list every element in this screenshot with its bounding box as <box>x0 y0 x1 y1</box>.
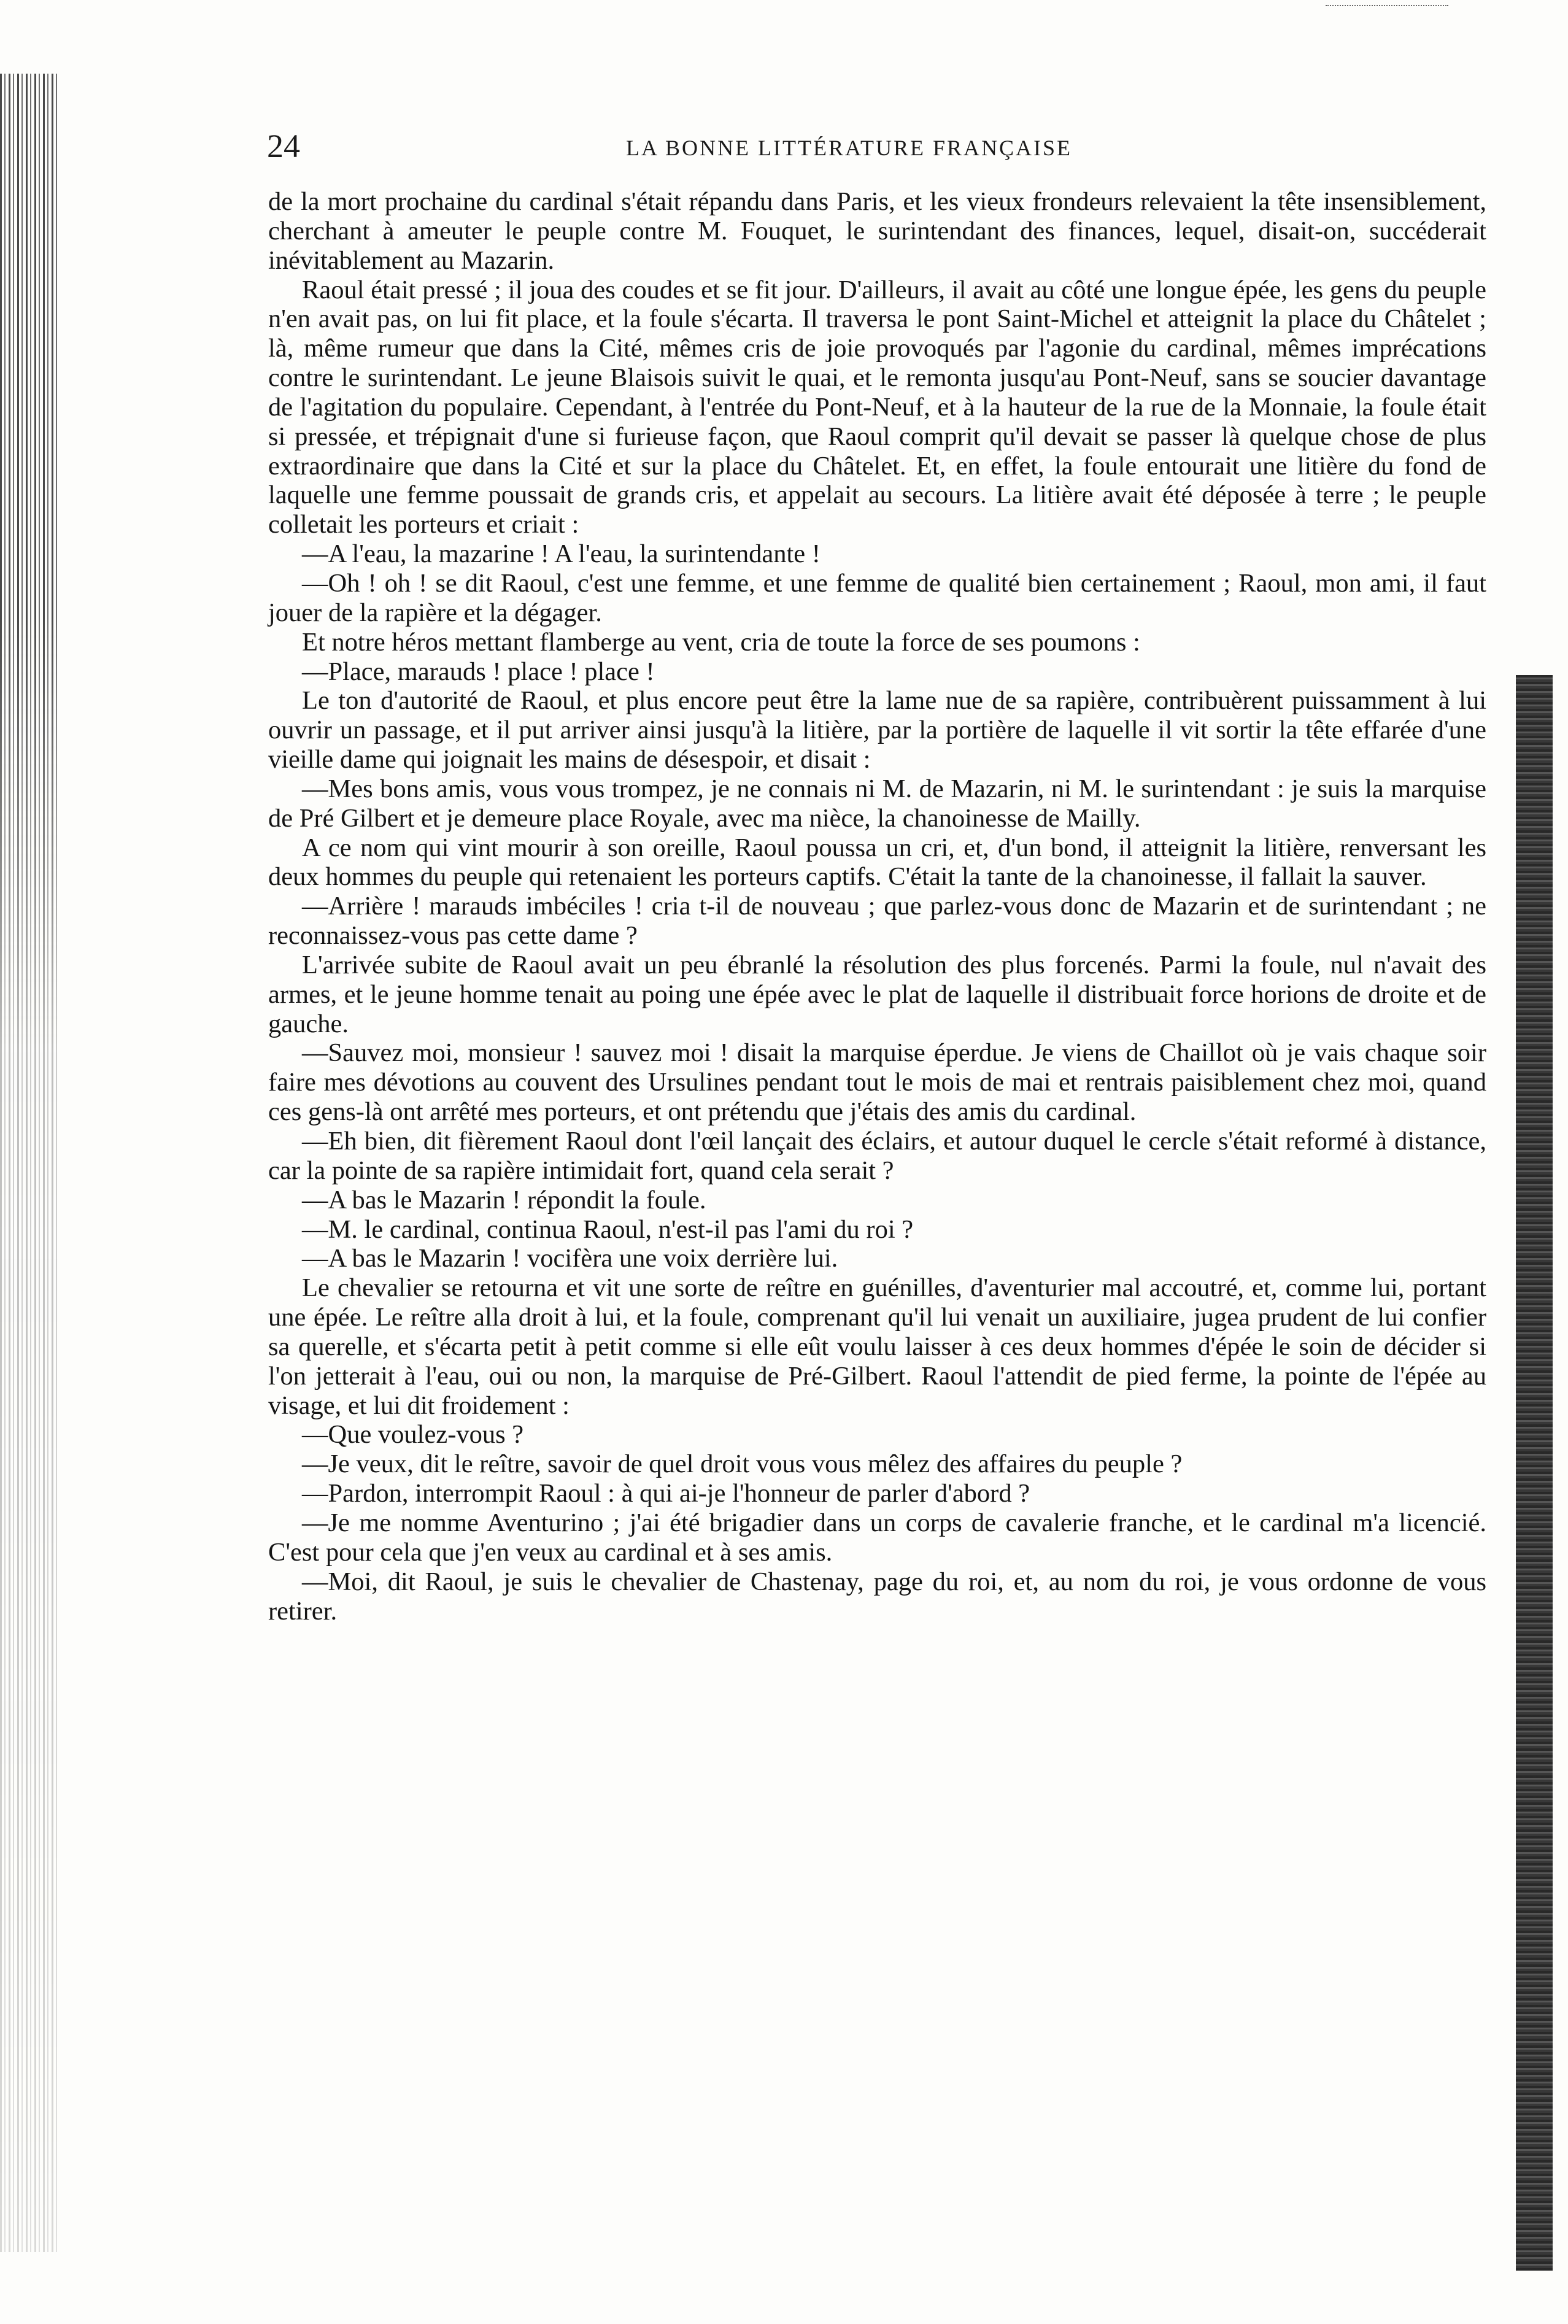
running-title: LA BONNE LITTÉRATURE FRANÇAISE <box>626 136 1072 160</box>
paragraph: —Moi, dit Raoul, je suis le chevalier de Chastenay, page du roi, et, au nom du roi, je vous ordonne de vous retirer. <box>268 1567 1486 1626</box>
paragraph: —Oh ! oh ! se dit Raoul, c'est une femme, et une femme de qualité bien certainement ; Raoul, mon ami, il faut jouer de la rapière et la dégager. <box>268 568 1486 627</box>
paragraph: A ce nom qui vint mourir à son oreille, Raoul poussa un cri, et, d'un bond, il atteignit la litière, renversant les deux hommes du peuple qui retenaient les porteurs captifs. C'était la tante de la chanoinesse, il fallait la sauver. <box>268 833 1486 892</box>
paragraph: de la mort prochaine du cardinal s'était répandu dans Paris, et les vieux frondeurs relevaient la tête insensiblement, cherchant à ameuter le peuple contre M. Fouquet, le surintendant des finances, lequel, disait-on, succéderait inévitablement au Mazarin. <box>268 187 1486 275</box>
scan-specks <box>1326 5 1448 9</box>
paragraph: —Mes bons amis, vous vous trompez, je ne connais ni M. de Mazarin, ni M. le surintendant : je suis la marquise de Pré Gilbert et je demeure place Royale, avec ma nièce, la chanoinesse de Mailly. <box>268 774 1486 833</box>
page-edge-shadow <box>1516 675 1553 2271</box>
paragraph: —Pardon, interrompit Raoul : à qui ai-je l'honneur de parler d'abord ? <box>302 1479 1030 1508</box>
paragraph: —A bas le Mazarin ! répondit la foule. <box>302 1185 706 1214</box>
paragraph: Le chevalier se retourna et vit une sorte de reître en guénilles, d'aventurier mal accoutré, et, comme lui, portant une épée. Le reître alla droit à lui, et la foule, comprenant qu'il lui venait un auxiliaire, jugea prudent de lui confier sa querelle, et s'écarta petit à petit comme si elle eût voulu laisser à ces deux hommes d'épée le soin de décider si l'on jetterait à l'eau, oui ou non, la marquise de Pré-Gilbert. Raoul l'attendit de pied ferme, la pointe de l'épée au visage, et lui dit froidement : <box>268 1273 1486 1420</box>
paragraph: —A bas le Mazarin ! vocifèra une voix derrière lui. <box>302 1244 838 1273</box>
paragraph: —Que voulez-vous ? <box>302 1420 524 1450</box>
paragraph: —Arrière ! marauds imbéciles ! cria t-il de nouveau ; que parlez-vous donc de Mazarin et de surintendant ; ne reconnaissez-vous pas cette dame ? <box>268 892 1486 951</box>
paragraph: —M. le cardinal, continua Raoul, n'est-il pas l'ami du roi ? <box>302 1214 914 1244</box>
paragraph: —Je veux, dit le reître, savoir de quel droit vous vous mêlez des affaires du peuple ? <box>302 1450 1183 1479</box>
body-text <box>268 187 1486 1626</box>
paragraph: —Eh bien, dit fièrement Raoul dont l'œil lançait des éclairs, et autour duquel le cercle s'était reformé à distance, car la pointe de sa rapière intimidait fort, quand cela serait ? <box>268 1127 1486 1185</box>
paragraph: —Sauvez moi, monsieur ! sauvez moi ! disait la marquise éperdue. Je viens de Chaillot où je vais chaque soir faire mes dévotions au couvent des Ursulines pendant tout le mois de mai et rentrais paisiblement chez moi, quand ces gens-là ont arrêté mes porteurs, et ont prétendu que j'étais des amis du cardinal. <box>268 1038 1486 1127</box>
paragraph: —A l'eau, la mazarine ! A l'eau, la surintendante ! <box>302 539 821 569</box>
paragraph: Et notre héros mettant flamberge au vent, cria de toute la force de ses poumons : <box>302 627 1140 657</box>
paragraph: —Je me nomme Aventurino ; j'ai été brigadier dans un corps de cavalerie franche, et le cardinal m'a licencié. C'est pour cela que j'en veux au cardinal et à ses amis. <box>268 1508 1486 1567</box>
paragraph: Le ton d'autorité de Raoul, et plus encore peut être la lame nue de sa rapière, contribuèrent puissamment à lui ouvrir un passage, et il put arriver ainsi jusqu'à la litière, par la portière de laquelle il vit sortir la tête effarée d'une vieille dame qui joignait les mains de désespoir, et disait : <box>268 686 1486 774</box>
page-number: 24 <box>267 128 300 164</box>
paragraph: —Place, marauds ! place ! place ! <box>302 657 655 686</box>
book-binding-edge <box>0 74 58 2252</box>
paragraph: L'arrivée subite de Raoul avait un peu ébranlé la résolution des plus forcenés. Parmi la foule, nul n'avait des armes, et le jeune homme tenait au poing une épée avec le plat de laquelle il distribuait force horions de droite et de gauche. <box>268 950 1486 1038</box>
paragraph: Raoul était pressé ; il joua des coudes et se fit jour. D'ailleurs, il avait au côté une longue épée, les gens du peuple n'en avait pas, on lui fit place, et la foule s'écarta. Il traversa le pont Saint-Michel et atteignit la place du Châtelet ; là, même rumeur que dans la Cité, mêmes cris de joie provoqués par l'agonie du cardinal, mêmes imprécations contre le surintendant. Le jeune Blaisois suivit le quai, et le remonta jusqu'au Pont-Neuf, sans se soucier davantage de l'agitation du populaire. Cependant, à l'entrée du Pont-Neuf, et à la hauteur de la rue de la Monnaie, la foule était si pressée, et trépignait d'une si furieuse façon, que Raoul comprit qu'il devait se passer là quelque chose de plus extraordinaire que dans la Cité et sur la place du Châtelet. Et, en effet, la foule entourait une litière du fond de laquelle une femme poussait de grands cris, et appelait au secours. La litière avait été déposée à terre ; le peuple colletait les porteurs et criait : <box>268 275 1486 539</box>
page-header <box>267 128 1488 164</box>
